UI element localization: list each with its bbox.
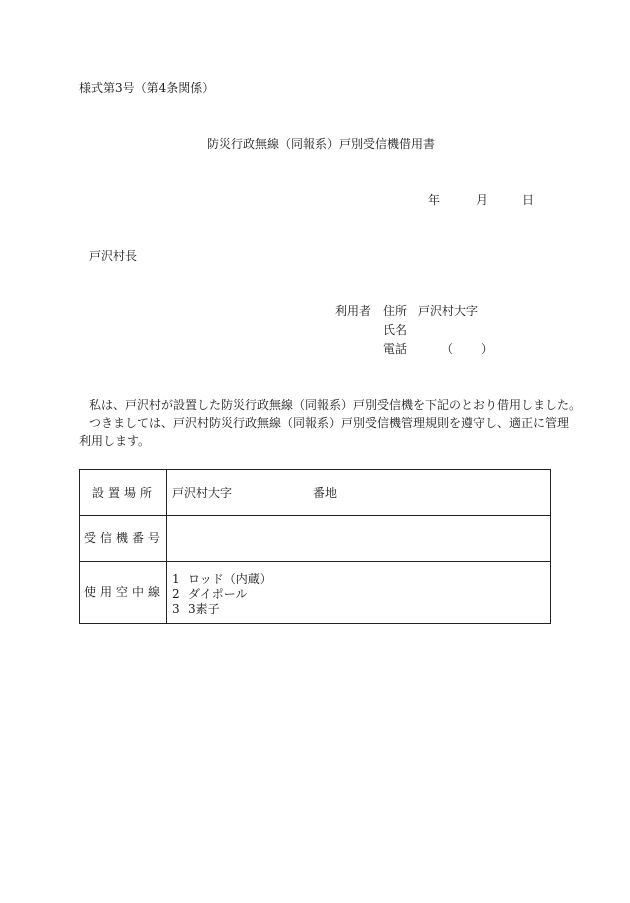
body-text-line: 利用します。 [79, 434, 151, 448]
antenna-option-number: 3 [172, 602, 180, 616]
antenna-option-label: 3素子 [188, 602, 220, 616]
phone-paren-close: ） [481, 342, 494, 356]
name-label: 氏名 [383, 323, 408, 337]
phone-paren-open: （ [441, 342, 454, 356]
antenna-option [172, 588, 248, 600]
date-month-label: 月 [476, 193, 489, 207]
document-title: 防災行政無線（同報系）戸別受信機借用書 [207, 137, 436, 151]
antenna-option-number: 2 [172, 587, 180, 601]
antenna-option [172, 603, 220, 615]
phone-label: 電話 [383, 342, 408, 356]
table-row-location [80, 470, 550, 516]
table-row-receiver-number [80, 515, 550, 562]
body-text-line: つきましては、戸沢村防災行政無線（同報系）戸別受信機管理規則を遵守し、適正に管理 [89, 416, 570, 430]
address-value: 戸沢村大字 [418, 304, 479, 318]
addressee: 戸沢村長 [89, 249, 138, 263]
antenna-header: 使用空中線 [83, 585, 164, 599]
antenna-option-number: 1 [172, 572, 180, 586]
date-day-label: 日 [522, 193, 535, 207]
column-divider [166, 561, 167, 623]
table-row-antenna [80, 561, 550, 623]
antenna-option [172, 573, 272, 585]
address-label: 住所 [383, 304, 408, 318]
date-year-label: 年 [428, 193, 441, 207]
body-text-line: 私は、戸沢村が設置した防災行政無線（同報系）戸別受信機を下記のとおり借用しました。 [89, 398, 582, 412]
column-divider [166, 515, 167, 561]
location-prefix: 戸沢村大字 [172, 486, 233, 500]
user-label: 利用者 [335, 304, 372, 318]
antenna-option-label: ロッド（内蔵） [188, 572, 272, 586]
antenna-option-label: ダイポール [188, 587, 248, 601]
location-suffix: 番地 [313, 486, 338, 500]
loan-details-table [79, 469, 551, 624]
location-header: 設置場所 [91, 486, 156, 500]
receiver-number-header: 受信機番号 [83, 531, 164, 545]
column-divider [166, 470, 167, 515]
form-number: 様式第3号（第4条関係） [79, 81, 215, 95]
